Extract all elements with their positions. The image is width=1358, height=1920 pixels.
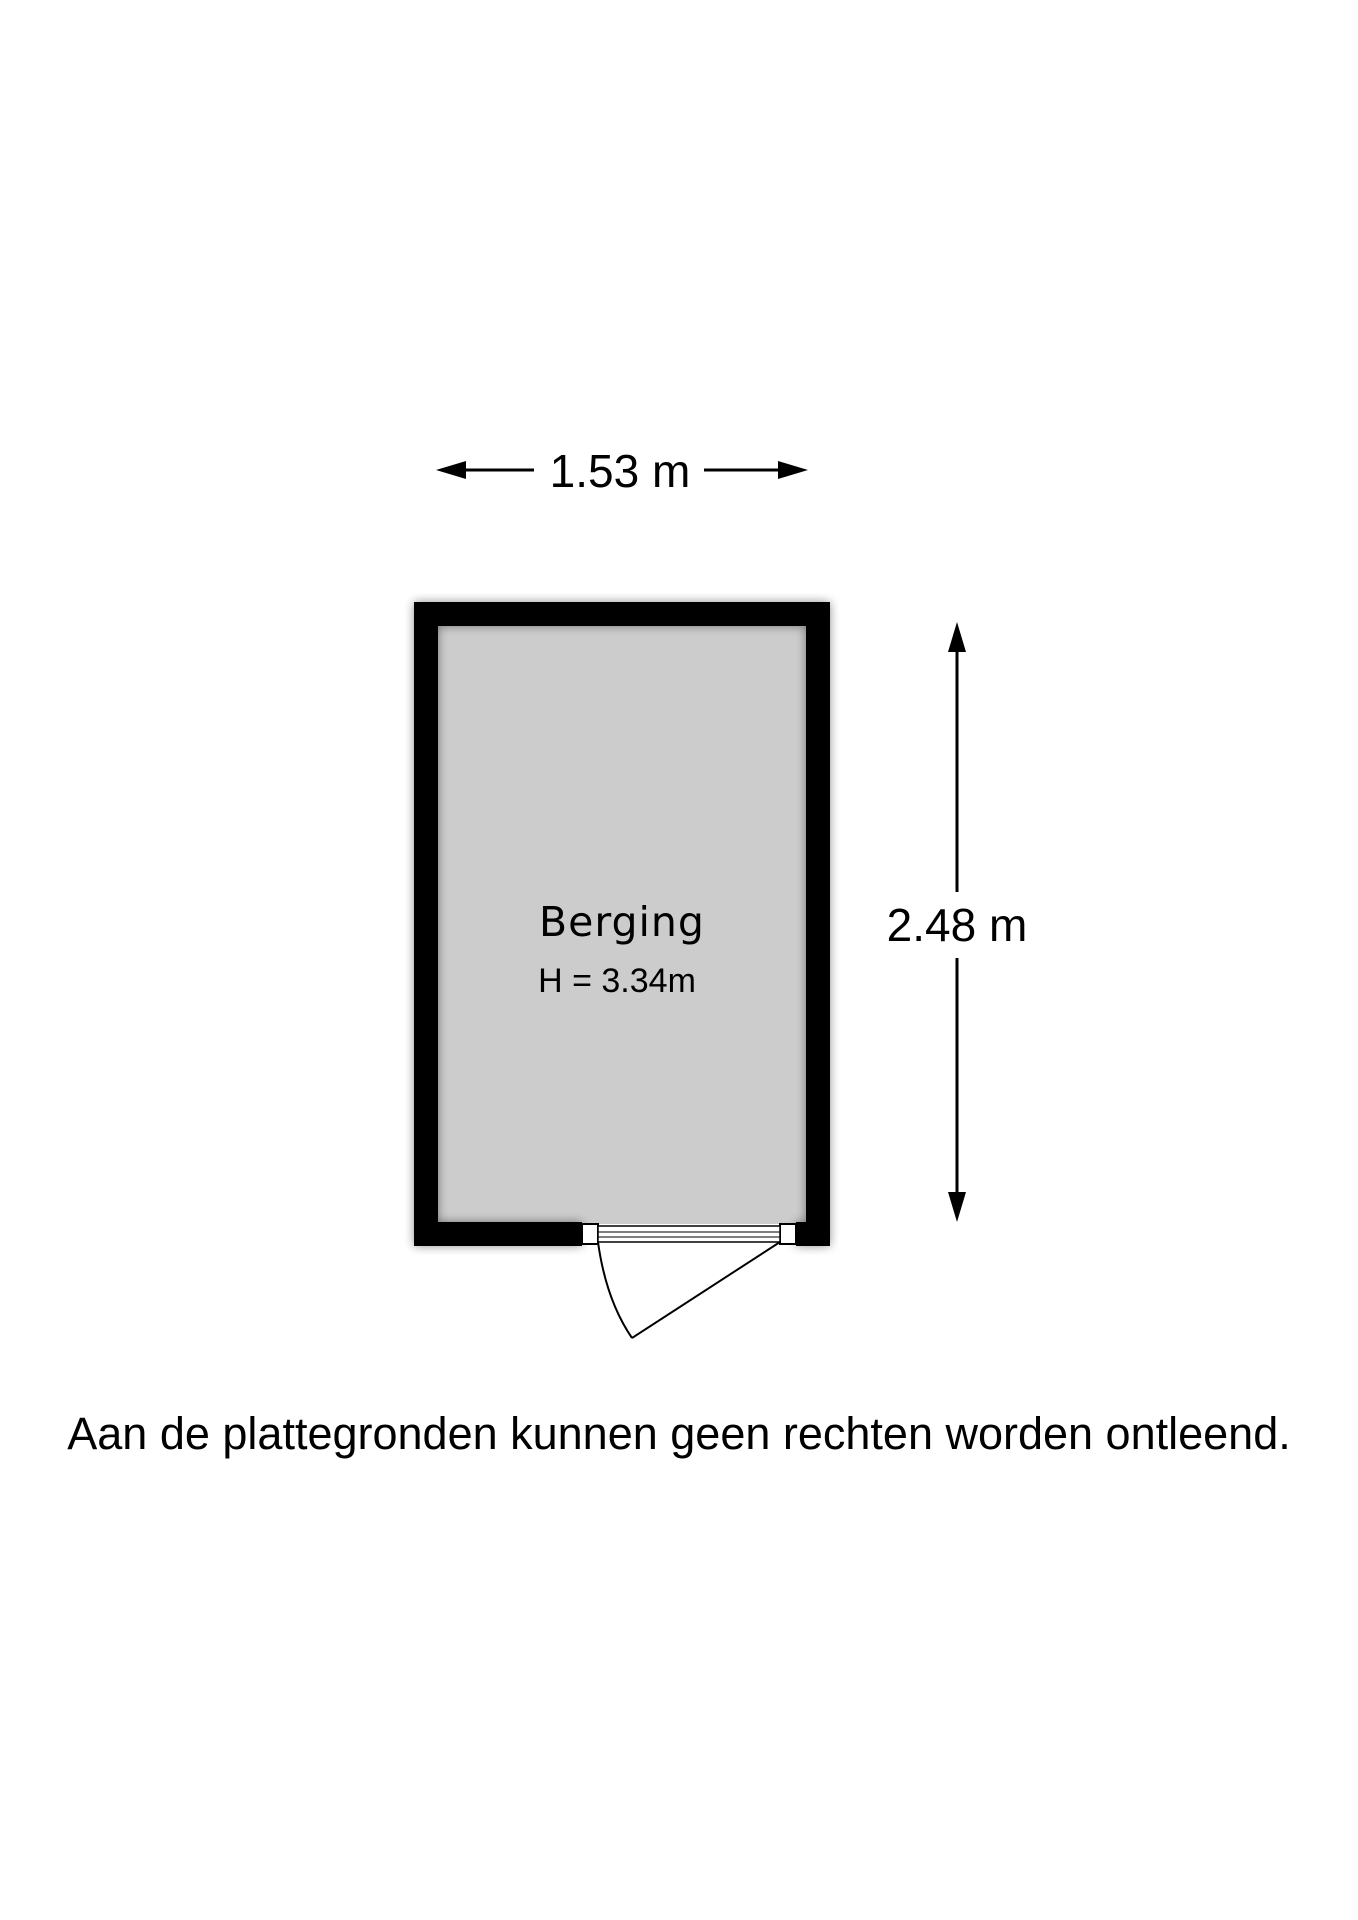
room-height: H = 3.34m xyxy=(538,962,696,1000)
arrow-left-icon xyxy=(436,461,466,479)
arrow-up-icon xyxy=(948,622,966,652)
width-dimension-label: 1.53 m xyxy=(549,445,691,497)
width-dimension xyxy=(436,445,808,497)
door xyxy=(582,1224,796,1338)
door-threshold xyxy=(598,1226,780,1242)
door-swing-arc xyxy=(598,1242,632,1338)
disclaimer-text: Aan de plattegronden kunnen geen rechten worden ontleend. xyxy=(67,1408,1291,1459)
door-jamb-right xyxy=(780,1224,796,1244)
depth-dimension-label: 2.48 m xyxy=(886,899,1028,951)
room-name: Berging xyxy=(539,898,705,946)
wall-top xyxy=(414,602,830,626)
wall-left xyxy=(414,602,438,1246)
door-jamb-left xyxy=(582,1224,598,1244)
arrow-right-icon xyxy=(778,461,808,479)
depth-dimension xyxy=(887,622,1028,1222)
wall-right xyxy=(806,602,830,1246)
room-berging xyxy=(414,602,830,1338)
wall-bottom-left xyxy=(414,1222,582,1246)
door-leaf xyxy=(632,1242,780,1338)
arrow-down-icon xyxy=(948,1192,966,1222)
wall-bottom-right xyxy=(796,1222,830,1246)
